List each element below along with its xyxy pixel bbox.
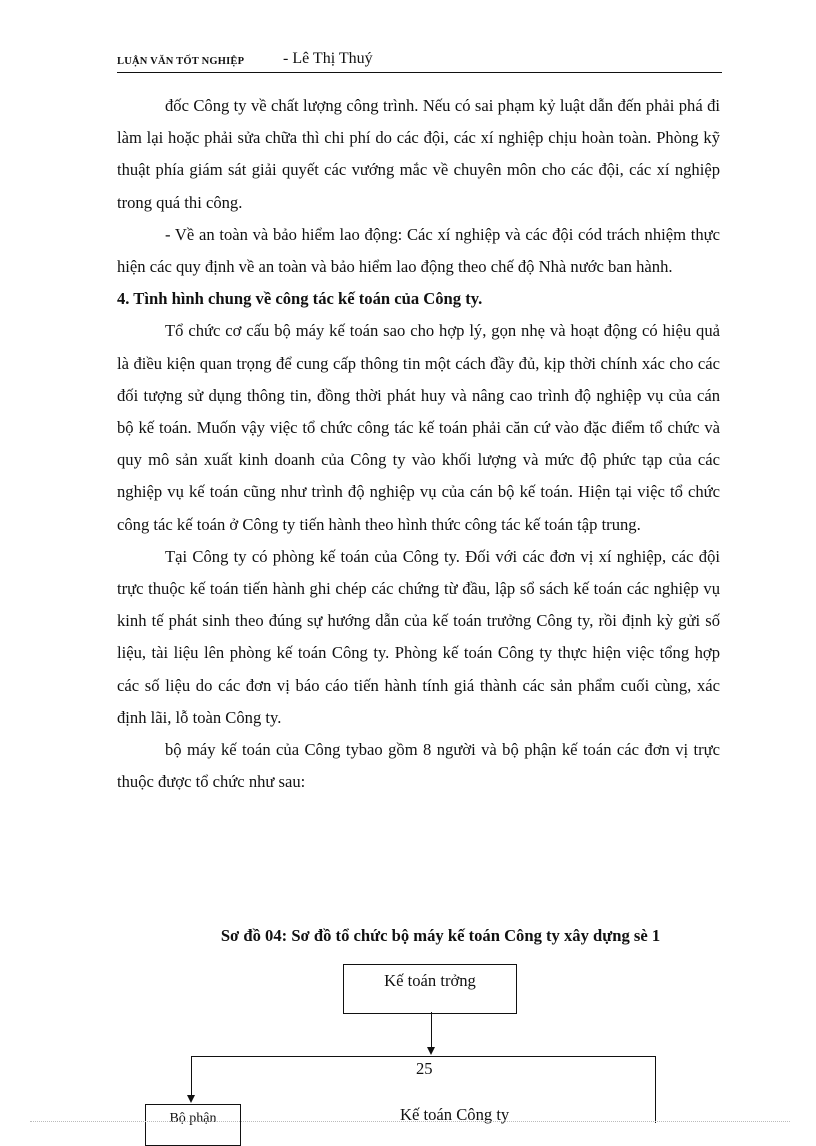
- paragraph-accounting-office: Tại Công ty có phòng kế toán của Công ty. Đối với các đơn vị xí nghiệp, các đội trực thuộc kế toán tiến hành ghi chép các chứng từ đầu, lập sổ sách kế toán các nghiệp vụ kinh tế phát sinh theo đúng sự hướng dẫn của kế toán trưởng Công ty, rồi định kỳ gửi số liệu, tài liệu lên phòng kế toán Công ty. Phòng kế toán Công ty thực hiện việc tổng hợp các số liệu do các đơn vị báo cáo tiến hành tính giá thành các sản phẩm cuối cùng, xác định lãi, lỗ toàn Công ty.: [117, 546, 720, 727]
- header-author: - Lê Thị Thuý: [283, 50, 373, 67]
- arrow-down-icon: [187, 1095, 195, 1103]
- department-label: Bộ phận: [169, 1111, 217, 1126]
- arrow-down-icon: [427, 1047, 435, 1055]
- paragraph-organization: Tổ chức cơ cấu bộ máy kế toán sao cho hợp lý, gọn nhẹ và hoạt động có hiệu quả là điều kiện quan trọng để cung cấp thông tin một cách đầy đủ, kịp thời chính xác cho các đối tượng sử dụng thông tin, đồng thời phát huy và nâng cao trình độ nghiệp vụ của cán bộ kế toán. Muốn vậy việc tổ chức công tác kế toán phải căn cứ vào đặc điểm tổ chức và quy mô sản xuất kinh doanh của Công ty vào khối lượng và mức độ phức tạp của các nghiệp vụ kế toán cũng như trình độ nghiệp vụ của cán bộ kế toán. Hiện tại việc tổ chức công tác kế toán ở Công ty tiến hành theo hình thức công tác kế toán tập trung.: [117, 321, 720, 534]
- company-accounting-label: Kế toán Công ty: [400, 1105, 510, 1124]
- connector-horizontal: [191, 1056, 656, 1057]
- section-title-accounting: 4. Tình hình chung về công tác kế toán của Công ty.: [117, 289, 483, 309]
- header-thesis-label: LUẬN VĂN TỐT NGHIỆP: [117, 56, 245, 67]
- connector-left-drop: [191, 1056, 192, 1096]
- connector-vertical-main: [431, 1012, 432, 1048]
- chief-accountant-box: [343, 964, 517, 1014]
- paragraph-quality: đốc Công ty về chất lượng công trình. Nếu có sai phạm kỷ luật dẫn đến phải phá đi làm lại hoặc phải sửa chữa thì chi phí do các đội, các xí nghiệp chịu hoàn toàn. Phòng kỹ thuật phía giám sát giải quyết các vướng mắc về chuyên môn cho các đội, các xí nghiệp trong quá thi công.: [117, 96, 720, 212]
- paragraph-safety: - Về an toàn và bảo hiểm lao động: Các xí nghiệp và các đội cód trách nhiệm thực hiện các quy định về an toàn và bảo hiểm lao động theo chế độ Nhà nước ban hành.: [117, 224, 720, 277]
- paragraph-staff: bộ máy kế toán của Công tybao gồm 8 người và bộ phận kế toán các đơn vị trực thuộc được tổ chức như sau:: [117, 740, 720, 792]
- diagram-caption: Sơ đồ 04: Sơ đồ tổ chức bộ máy kế toán Công ty xây dựng sè 1: [220, 926, 661, 945]
- chief-accountant-label: Kế toán trởng: [384, 971, 476, 990]
- page-header: [117, 50, 722, 73]
- department-box: [145, 1104, 241, 1146]
- document-body: [117, 90, 720, 798]
- page-number: 25: [416, 1059, 433, 1078]
- page-bottom-divider: [30, 1121, 790, 1122]
- connector-right-drop: [655, 1056, 656, 1123]
